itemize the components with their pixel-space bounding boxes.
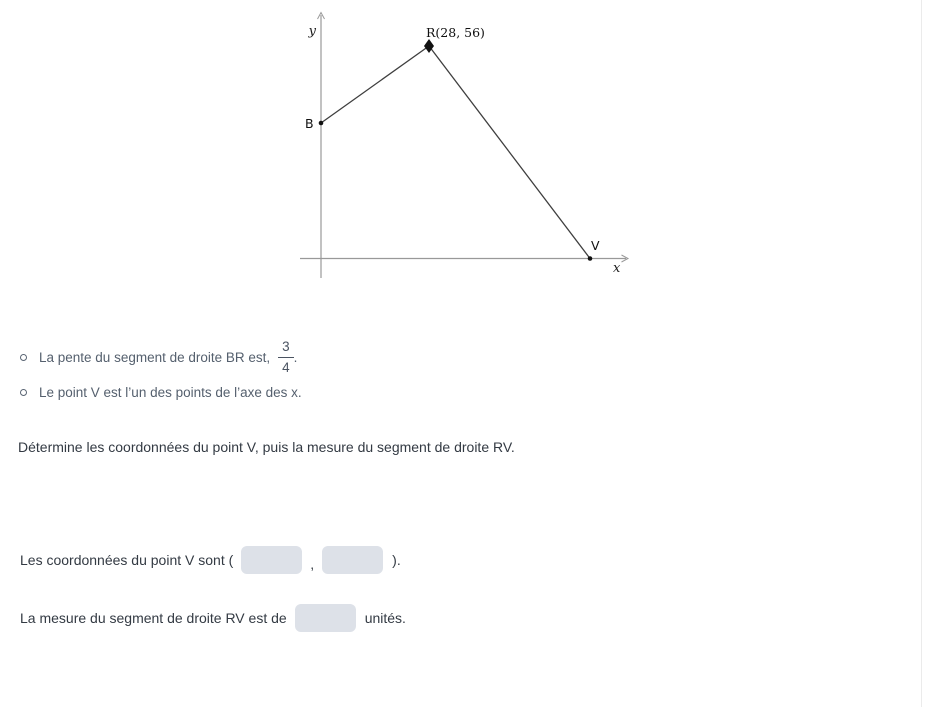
fact-slope-br bbox=[20, 338, 302, 376]
given-facts-list bbox=[20, 338, 302, 400]
y-axis-label: y bbox=[308, 24, 316, 39]
measure-units: unités. bbox=[364, 610, 406, 626]
point-b-marker bbox=[319, 121, 324, 126]
coordinates-answer-row bbox=[20, 546, 401, 574]
v-x-coordinate-input[interactable] bbox=[241, 546, 302, 574]
point-b-label: B bbox=[305, 116, 314, 131]
panel-right-border bbox=[921, 0, 922, 707]
measure-label: La mesure du segment de droite RV est de bbox=[20, 610, 287, 626]
segment-rv bbox=[429, 46, 590, 259]
coordinates-label: Les coordonnées du point V sont ( bbox=[20, 552, 234, 568]
fact-slope-text: La pente du segment de droite BR est, bbox=[39, 349, 271, 365]
coordinates-closing: ). bbox=[392, 552, 401, 568]
fraction-denominator: 4 bbox=[282, 359, 290, 375]
v-y-coordinate-input[interactable] bbox=[322, 546, 383, 574]
bullet-circle-icon bbox=[20, 354, 27, 361]
coordinate-diagram bbox=[295, 8, 635, 293]
point-v-label: V bbox=[591, 238, 600, 253]
point-v-marker bbox=[588, 256, 593, 261]
slope-fraction bbox=[278, 338, 294, 376]
coordinates-separator: , bbox=[310, 556, 315, 572]
fact-point-v-text: Le point V est l’un des points de l’axe des x. bbox=[39, 385, 302, 401]
bullet-circle-icon bbox=[20, 389, 27, 396]
measure-answer-row bbox=[20, 604, 406, 632]
segment-br bbox=[321, 46, 429, 123]
question-prompt: Détermine les coordonnées du point V, puis la mesure du segment de droite RV. bbox=[18, 439, 515, 455]
fact-point-v bbox=[20, 385, 302, 400]
point-r-label: R(28, 56) bbox=[426, 25, 485, 40]
fact-slope-period: . bbox=[293, 349, 298, 365]
rv-measure-input[interactable] bbox=[295, 604, 356, 632]
fraction-numerator: 3 bbox=[278, 338, 294, 358]
x-axis-label: x bbox=[613, 261, 621, 276]
